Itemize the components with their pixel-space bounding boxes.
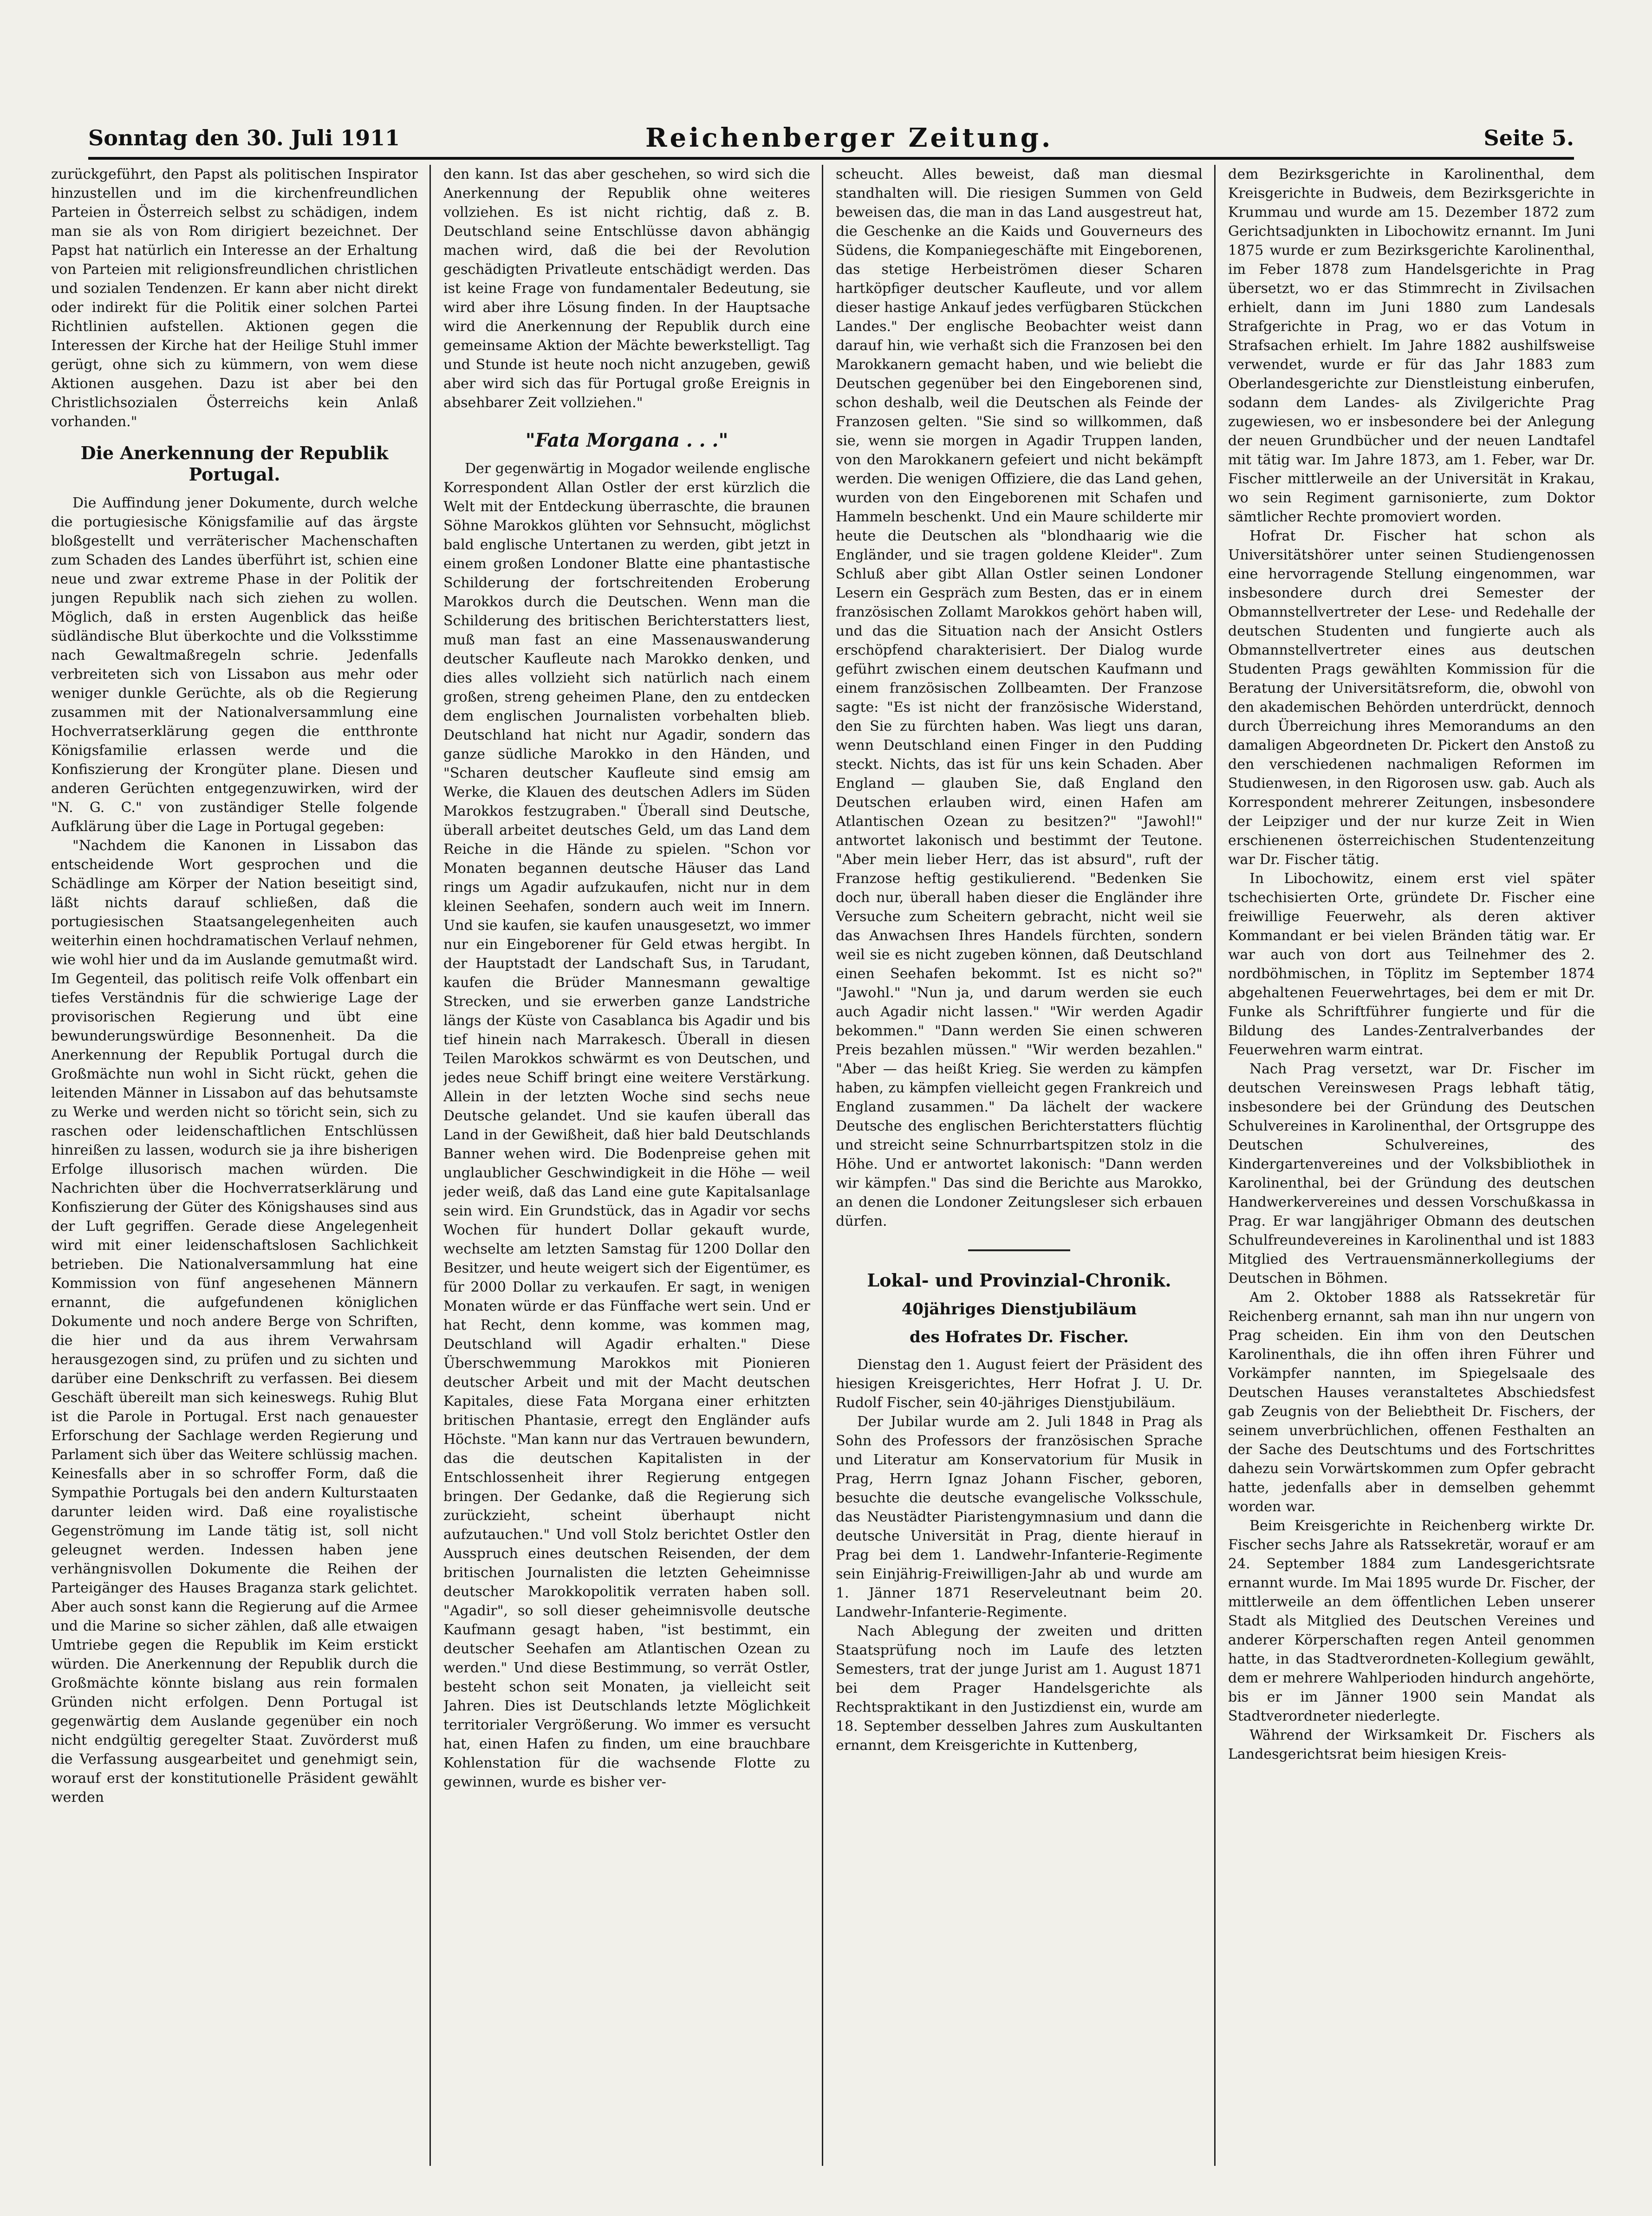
article-continuation: scheucht. Alles beweist, daß man diesmal standhalten will. Die riesigen Summen von Geld beweisen das, die man in das Land ausgestreut hat, die Geschenke an die Kaids und Gouverneurs des Südens, die Kompaniegeschäfte mit Eingeborenen, das stetige Herbeiströmen dieser Scharen hartköpfiger deutscher Kaufleute, und vor allem dieser hastige Ankauf jedes verfügbaren Stückchen Landes." Der englische Beobachter weist dann darauf hin, wie verhaßt sich die Franzosen bei den Marokkanern gemacht haben, und wie beliebt die Deutschen gegenüber bei den Eingeborenen sind, schon deshalb, weil die Deutschen als Feinde der Franzosen gelten. "Sie sind so willkommen, daß sie, wenn sie morgen in Agadir Truppen landen, von den Marokkanern gefeiert und nicht bekämpft werden. Die wenigen Offiziere, die das Land gehen, wurden von den Eingeborenen mit Schafen und Hammeln beschenkt. Und ein Maure schilderte mir heute die Deutschen als "blondhaarig wie die Engländer, und sie tragen goldene Kleider". Zum Schluß aber gibt Allan Ostler seinen Londoner Lesern ein Gespräch zum Besten, das er in einem französischen Zollamt Marokkos gehört haben will, und das die Situation nach der Ansicht Ostlers erschöpfend charakterisiert. Der Dialog wurde geführt zwischen einem deutschen Kaufmann und einem französischen Zollbeamten. Der Franzose sagte: "Es ist nicht der französische Widerstand, den Sie zu fürchten haben. Was liegt uns daran, wenn Deutschland einen Finger in den Pudding steckt. Nichts, das ist für uns kein Schaden. Aber England — glauben Sie, daß England den Deutschen erlauben wird, einen Hafen am Atlantischen Ozean zu besitzen?" "Jawohl!" antwortet lakonisch und bestimmt der Teutone. "Aber mein lieber Herr, das ist absurd", ruft der Franzose heftig gestikulierend. "Bedenken Sie doch nur, überall haben dieser die Engländer ihre Versuche zum Scheitern gebracht, nicht weil sie das Anwachsen Ihres Handels fürchten, sondern weil sie es nicht zugeben können, daß Deutschland einen Seehafen bekommt. Ist es nicht so?" "Jawohl." "Nun ja, und darum werden sie euch auch Agadir nicht lassen." "Wir werden Agadir bekommen." "Dann werden Sie einen schweren Preis bezahlen müssen." "Wir werden bezahlen." "Aber — das heißt Krieg. Sie werden zu kämpfen haben, zu kämpfen vielleicht gegen Frankreich und England zusammen." Da lächelt der wackere Deutsche des englischen Berichterstatters flüchtig und streicht seine Schnurrbartspitzen stolz in die Höhe. Und er antwortet lakonisch: "Dann werden wir kämpfen." Das sind die Berichte aus Marokko, an denen die Londoner Zeitungsleser sich erbauen dürfen.	[836, 166, 1203, 1229]
article-paragraph: Am 2. Oktober 1888 als Ratssekretär für Reichenberg ernannt, sah man ihn nur ungern von Prag scheiden. Ein ihm von den Deutschen Karolinenthals, die ihn offen ihren Führer und Vorkämpfer nannten, im Spiegelsaale des Deutschen Hauses veranstaltetes Abschiedsfest gab Zeugnis von der Beliebtheit Dr. Fischers, der seinem unverbrüchlichen, offenen Festhalten an der Sache des Deutschtums und des Fortschrittes dahezu sein Vorwärtskommen zum Opfer gebracht hatte, jedenfalls aber in demselben gehemmt worden war.	[1228, 1289, 1595, 1515]
column-divider	[429, 165, 431, 2166]
column-1	[51, 165, 418, 2166]
article-paragraph: Der Jubilar wurde am 2. Juli 1848 in Prag als Sohn des Professors der französischen Sprache und Literatur am Konservatorium für Musik in Prag, Herrn Ignaz Johann Fischer, geboren, besuchte die deutsche evangelische Volksschule, das Neustädter Piaristengymnasium und dann die deutsche Universität in Prag, diente hierauf in Prag bei dem 1. Landwehr-Infanterie-Regimente sein Einjährig-Freiwilligen-Jahr ab und wurde am 1. Jänner 1871 Reserveleutnant beim 20. Landwehr-Infanterie-Regimente.	[836, 1414, 1203, 1620]
section-rule	[968, 1249, 1070, 1251]
article-paragraph: "Nachdem die Kanonen in Lissabon das entscheidende Wort gesprochen und die Schädlinge am Körper der Nation beseitigt sind, läßt nichts darauf schließen, daß die portugiesischen Staatsangelegenheiten auch weiterhin einen hochdramatischen Verlauf nehmen, wie wohl hier und da im Auslande gemutmaßt wird. Im Gegenteil, das politisch reife Volk offenbart ein tiefes Verständnis für die schwierige Lage der provisorischen Regierung und übt eine bewunderungswürdige Besonnenheit. Da die Anerkennung der Republik Portugal durch die Großmächte nun wohl in Sicht rückt, gehen die leitenden Männer in Lissabon auf das behutsamste zu Werke und werden nicht so töricht sein, sich zu raschen oder leidenschaftlichen Entschlüssen hinreißen zu lassen, wodurch sie ja ihre bisherigen Erfolge illusorisch machen würden. Die Nachrichten über die Hochverratserklärung und Konfiszierung der Güter des Königshauses sind aus der Luft gegriffen. Gerade diese Angelegenheit wird mit einer leidenschaftslosen Sachlichkeit betrieben. Die Nationalversammlung hat eine Kommission von fünf angesehenen Männern ernannt, die aufgefundenen königlichen Dokumente und noch andere Berge von Schriften, die hier und da aus ihrem Verwahrsam herausgezogen sind, zu prüfen und zu sichten und darüber eine Denkschrift zu verfassen. Bei diesem Geschäft übereilt man sich keineswegs. Ruhig Blut ist die Parole in Portugal. Erst nach genauester Erforschung der Sachlage werden Regierung und Parlament sich über das Weitere schlüssig machen. Keinesfalls aber in so schroffer Form, daß die Sympathie Portugals bei den andern Kulturstaaten darunter leiden wird. Daß eine royalistische Gegenströmung im Lande tätig ist, soll nicht geleugnet werden. Indessen haben jene verhängnisvollen Dokumente die Reihen der Parteigänger des Hauses Braganza stark gelichtet. Aber auch sonst kann die Regierung auf die Armee und die Marine so sicher zählen, daß alle etwaigen Umtriebe gegen die Republik im Keim erstickt würden. Die Anerkennung der Republik durch die Großmächte könnte bislang aus rein formalen Gründen nicht erfolgen. Denn Portugal ist gegenwärtig dem Auslande gegenüber ein noch nicht endgültig geregelter Staat. Zuvörderst muß die Verfassung ausgearbeitet und genehmigt sein, worauf erst der konstitutionelle Präsident gewählt werden	[51, 838, 418, 1806]
article-paragraph: Die Auffindung jener Dokumente, durch welche die portugiesische Königsfamilie auf das ärgste bloßgestellt und verräterischer Machenschaften zum Schaden des Landes überführt ist, schien eine neue und zwar extreme Phase in der Politik der jungen Republik nach sich ziehen zu wollen. Möglich, daß in ersten Augenblick das heiße südländische Blut überkochte und die Volksstimme nach Gewaltmaßregeln schrie. Jedenfalls verbreiteten sich von Lissabon aus mehr oder weniger dunkle Gerüchte, als ob die Regierung zusammen mit der Nationalversammlung eine Hochverratserklärung gegen die entthronte Königsfamilie erlassen werde und die Konfiszierung der Krongüter plane. Diesen und anderen Gerüchten entgegenzuwirken, wird der "N. G. C." von zuständiger Stelle folgende Aufklärung über die Lage in Portugal gegeben:	[51, 495, 418, 835]
column-3	[836, 165, 1203, 2166]
article-continuation: dem Bezirksgerichte in Karolinenthal, dem Kreisgerichte in Budweis, dem Bezirksgerichte in Krummau und wurde am 15. Dezember 1872 zum Gerichtsadjunkten in Libochowitz ernannt. Im Juni 1875 wurde er zum Bezirksgerichte Karolinenthal, im Feber 1878 zum Handelsgerichte in Prag übersetzt, wo er das Stimmrecht in Zivilsachen erhielt, dann im Juni 1880 zum Landesals Strafgerichte in Prag, wo er das Votum in Strafsachen erhielt. Im Jahre 1882 aushilfsweise verwendet, wurde er für das Jahr 1883 zum Oberlandesgerichte zur Dienstleistung einberufen, sodann dem Landes- als Zivilgerichte Prag zugewiesen, wo er insbesondere bei der Anlegung der neuen Grundbücher und der neuen Landtafel mit tätig war. Im Jahre 1873, am 1. Feber, war Dr. Fischer mittlerweile an der Universität in Krakau, wo sein Regiment garnisonierte, zum Doktor sämtlicher Rechte promoviert worden.	[1228, 166, 1595, 525]
article-paragraph: Beim Kreisgerichte in Reichenberg wirkte Dr. Fischer sechs Jahre als Ratssekretär, worauf er am 24. September 1884 zum Landesgerichtsrate ernannt wurde. Im Mai 1895 wurde Dr. Fischer, der mittlerweile an dem öffentlichen Leben unserer Stadt als Mitglied des Deutschen Vereines und anderer Körperschaften regen Anteil genommen hatte, in das Stadtverordneten-Kollegium gewählt, dem er mehrere Wahlperioden hindurch angehörte, bis er im Jänner 1900 sein Mandat als Stadtverordneter niederlegte.	[1228, 1518, 1595, 1724]
article-subheading: 40jähriges Dienstjubiläum	[901, 1300, 1137, 1319]
column-2	[443, 165, 810, 2166]
issue-date: Sonntag den 30. Juli 1911	[88, 125, 400, 150]
article-paragraph: Hofrat Dr. Fischer hat schon als Universitätshörer unter seinen Studiengenossen eine hervorragende Stellung eingenommen, war insbesondere durch drei Semester der Obmannstellvertreter der Lese- und Redehalle der deutschen Studenten und fungierte auch als Obmannstellvertreter eines aus deutschen Studenten Prags gewählten Kommission für die Beratung der Universitätsreform, die, obwohl von den akademischen Behörden unterdrückt, dennoch durch Überreichung ihres Memorandums an den damaligen Abgeordneten Dr. Pickert den Anstoß zu den verschiedenen nachmaligen Reformen im Studienwesen, in den Rigorosen usw. gab. Auch als Korrespondent mehrerer Zeitungen, insbesondere der Leipziger und der nur kurze Zeit in Wien erschienenen österreichischen Studentenzeitung war Dr. Fischer tätig.	[1228, 528, 1595, 868]
column-divider	[1214, 165, 1216, 2166]
masthead: Reichenberger Zeitung.	[645, 123, 1054, 153]
article-paragraph: Dienstag den 1. August feiert der Präsident des hiesigen Kreisgerichtes, Herr Hofrat J. U. Dr. Rudolf Fischer, sein 40-jähriges Dienstjubiläum.	[836, 1357, 1203, 1411]
column-4	[1228, 165, 1595, 2166]
article-paragraph: Der gegenwärtig in Mogador weilende englische Korrespondent Allan Ostler der erst kürzlich die Welt mit der Entdeckung überraschte, die braunen Söhne Marokkos glühten vor Sehnsucht, möglichst bald englische Untertanen zu werden, gibt jetzt in einem großen Londoner Blatte eine phantastische Schilderung der fortschreitenden Eroberung Marokkos durch die Deutschen. Wenn man die Schilderung des britischen Berichterstatters liest, muß man fast an eine Massenauswanderung deutscher Kaufleute nach Marokko denken, und dies alles vollzieht sich natürlich nach einem großen, streng geheimen Plane, den zu entdecken dem englischen Journalisten vorbehalten blieb. Deutschland hat nicht nur Agadir, sondern das ganze südliche Marokko in den Händen, und "Scharen deutscher Kaufleute sind emsig am Werke, die Klauen des deutschen Adlers im Süden Marokkos festzugraben." Überall sind Deutsche, überall arbeitet deutsches Geld, um das Land dem Reiche in die Hände zu spielen. "Schon vor Monaten begannen deutsche Häuser das Land rings um Agadir aufzukaufen, nicht nur in dem kleinen Seehafen, sondern auch weit im Innern. Und sie kaufen, sie kaufen unausgesetzt, wo immer nur ein Eingeborener für Geld etwas hergibt. In der Hauptstadt der Landschaft Sus, in Tarudant, kaufen die Brüder Mannesmann gewaltige Strecken, und sie erwerben ganze Landstriche längs der Küste von Casablanca bis Agadir und bis tief hinein nach Marrakesch. Überall in diesen Teilen Marokkos schwärmt es von Deutschen, und jedes neue Schiff bringt eine weitere Verstärkung. Allein in der letzten Woche sind sechs neue Deutsche gelandet. Und sie kaufen überall das Land in der Gewißheit, daß hier bald Deutschlands Banner wehen wird. Die Bodenpreise gehen mit unglaublicher Geschwindigkeit in die Höhe — weil jeder weiß, daß das Land eine gute Kapitalsanlage sein wird. Ein Grundstück, das in Agadir vor sechs Wochen für hundert Dollar gekauft wurde, wechselte am letzten Samstag für 1200 Dollar den Besitzer, und heute weigert sich der Eigentümer, es für 2000 Dollar zu verkaufen. Er sagt, in wenigen Monaten würde er das Fünffache wert sein. Und er hat Recht, denn komme, was kommen mag, Deutschland will Agadir erhalten." Diese Überschwemmung Marokkos mit Pionieren deutscher Arbeit und mit der Macht deutschen Kapitales, diese Fata Morgana einer erhitzten britischen Phantasie, erregt den Engländer aufs Höchste. "Man kann nur das Vertrauen bewundern, das die deutschen Kapitalisten in der Entschlossenheit ihrer Regierung entgegen bringen. Der Gedanke, daß die Regierung sich zurückzieht, scheint überhaupt nicht aufzutauchen." Und voll Stolz berichtet Ostler den Ausspruch eines deutschen Reisenden, der dem britischen Journalisten die letzten Geheimnisse deutscher Marokkopolitik verraten haben soll. "Agadir", so soll dieser geheimnisvolle deutsche Kaufmann gesagt haben, "ist bestimmt, ein deutscher Seehafen am Atlantischen Ozean zu werden." Und diese Bestimmung, so verrät Ostler, besteht schon seit Monaten, ja vielleicht seit Jahren. Dies ist Deutschlands letzte Möglichkeit territorialer Vergrößerung. Wo immer es versucht hat, einen Hafen zu finden, um eine brauchbare Kohlenstation für die wachsende Flotte zu gewinnen, wurde es bisher ver-	[443, 461, 810, 1790]
page-header	[88, 125, 1574, 158]
article-heading-portugal: Die Anerkennung der Republik Portugal.	[80, 442, 389, 485]
header-rule	[88, 157, 1574, 160]
article-heading-fata-morgana: "Fata Morgana . . ."	[525, 429, 728, 451]
article-paragraph: Nach Prag versetzt, war Dr. Fischer im deutschen Vereinswesen Prags lebhaft tätig, insbesondere bei der Gründung des Deutschen Schulvereines in Karolinenthal, der Ortsgruppe des Deutschen Schulvereines, des Kindergartenvereines und der Volksbibliothek in Karolinenthal, bei der Gründung des deutschen Handwerkervereines und dessen Vorschußkassa in Prag. Er war langjähriger Obmann des deutschen Schulfreundevereines in Karolinenthal und ist 1883 Mitglied des Vertrauensmännerkollegiums der Deutschen in Böhmen.	[1228, 1061, 1595, 1287]
article-subheading: des Hofrates Dr. Fischer.	[910, 1328, 1129, 1346]
article-continuation: den kann. Ist das aber geschehen, so wird sich die Anerkennung der Republik ohne weiteres vollziehen. Es ist nicht richtig, daß z. B. Deutschland seine Entschlüsse davon abhängig machen wird, daß die bei der Revolution geschädigten Privatleute entschädigt werden. Das ist keine Frage von fundamentaler Bedeutung, sie wird aber ihre Lösung finden. In der Hauptsache wird die Anerkennung der Republik durch eine gemeinsame Aktion der Mächte bewerkstelligt. Tag und Stunde ist heute noch nicht anzugeben, gewiß aber wird sich das für Portugal große Ereignis in absehbarer Zeit vollziehen."	[443, 166, 810, 411]
article-paragraph: In Libochowitz, einem erst viel später tschechisierten Orte, gründete Dr. Fischer eine freiwillige Feuerwehr, als deren aktiver Kommandant er bei vielen Bränden tätig war. Er war auch von dort aus Teilnehmer des 2. nordböhmischen, in Töplitz im September 1874 abgehaltenen Feuerwehrtages, bei dem er mit Dr. Funke als Schriftführer fungierte und für die Bildung des Landes-Zentralverbandes der Feuerwehren warm eintrat.	[1228, 871, 1595, 1058]
section-heading-chronik: Lokal- und Provinzial-Chronik.	[867, 1270, 1171, 1291]
article-paragraph: Nach Ablegung der zweiten und dritten Staatsprüfung noch im Laufe des letzten Semesters, trat der junge Jurist am 1. August 1871 bei dem Prager Handelsgerichte als Rechtspraktikant in den Justizdienst ein, wurde am 18. September desselben Jahres zum Auskultanten ernannt, dem Kreisgerichte in Kuttenberg,	[836, 1623, 1203, 1754]
article-paragraph: Während der Wirksamkeit Dr. Fischers als Landesgerichtsrat beim hiesigen Kreis-	[1228, 1727, 1595, 1762]
column-divider	[822, 165, 823, 2166]
page-number: Seite 5.	[1483, 125, 1574, 150]
article-continuation: zurückgeführt, den Papst als politischen Inspirator hinzustellen und im die kirchenfreundlichen Parteien in Österreich selbst zu schädigen, indem man sie als von Rom dirigiert bezeichnet. Der Papst hat natürlich ein Interesse an der Erhaltung von Parteien mit religionsfreundlichen christlichen und sozialen Tendenzen. Er kann aber nicht direkt oder indirekt für die Politik einer solchen Partei Richtlinien aufstellen. Aktionen gegen die Interessen der Kirche hat der Heilige Stuhl immer gerügt, ohne sich zu kümmern, von wem diese Aktionen ausgehen. Dazu ist aber bei den Christlichsozialen Österreichs kein Anlaß vorhanden."	[51, 166, 418, 430]
